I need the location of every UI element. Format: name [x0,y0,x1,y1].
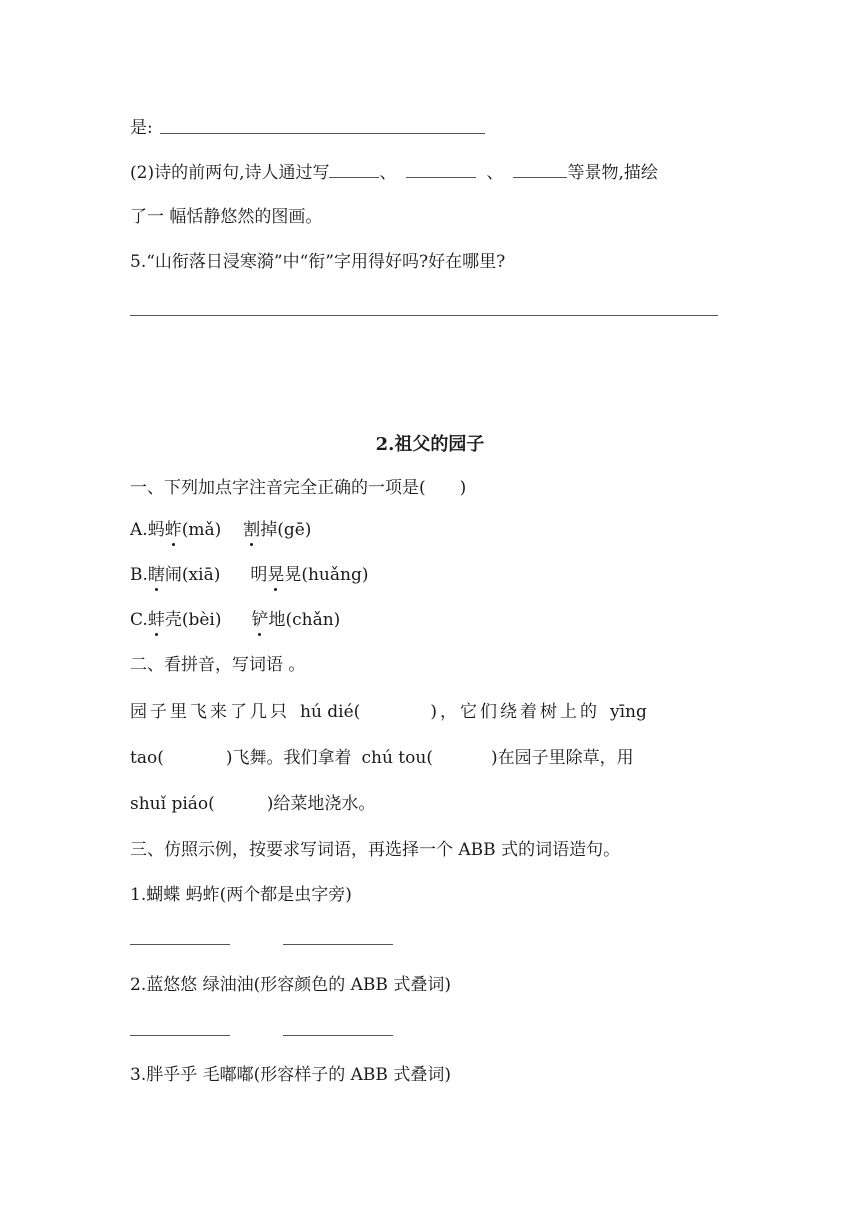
part3-item-2: 2.蓝悠悠 绿油油(形容颜色的 ABB 式叠词) [130,975,451,995]
dotted-char: 割 [243,520,261,540]
lesson-title: 2.祖父的园子 [375,434,485,455]
separator: 、 [486,163,504,183]
word-char: 明 [250,565,268,585]
pinyin: chú tou( [361,748,433,768]
part2-line2 [130,746,634,770]
part3-item-1: 1.蝴蝶 蚂蚱(两个都是虫字旁) [130,885,352,905]
pinyin: hú dié( [300,702,361,722]
option-label: A. [130,520,148,540]
word-char: 掉 [260,520,278,540]
pinyin: shuǐ piáo( [130,794,215,814]
part2-heading: 二、看拼音，写词语 。 [130,655,306,675]
passage-text: )给菜地浇水。 [266,794,376,814]
dotted-char: 蚱 [164,520,182,540]
pinyin: yīng [609,702,647,722]
option-c[interactable] [130,608,340,632]
pinyin: (chǎn) [285,610,341,630]
answer-line-q4 [130,116,153,140]
pinyin: (bèi) [181,610,222,630]
pinyin: tao( [130,748,164,768]
pinyin: (gē) [277,520,312,540]
answer-blank[interactable] [283,944,393,945]
pinyin: (huǎng) [301,565,369,585]
part1-heading: 一、下列加点字注音完全正确的一项是( ) [130,478,467,498]
answer-blank[interactable] [130,315,718,316]
word-char: 晃 [284,565,302,585]
answer-blank[interactable] [130,944,230,945]
pinyin: (xiā) [181,565,221,585]
fill-blank[interactable] [406,163,476,178]
word-char: 蚂 [147,520,165,540]
part2-line3 [130,792,375,816]
question-text: (2)诗的前两句,诗人通过写 [130,163,330,183]
passage-text: )，它们绕着树上的 [430,702,600,722]
pinyin: (mǎ) [181,520,222,540]
dotted-char: 晃 [267,565,285,585]
question-4-2 [130,161,658,185]
fill-blank[interactable] [329,163,379,178]
answer-blank[interactable] [130,1035,230,1036]
answer-blank[interactable] [160,133,485,134]
question-text: 5.“山衔落日浸寒漪”中“衔”字用得好吗?好在哪里? [130,252,506,272]
answer-label: 是: [130,118,153,138]
passage-text: )在园子里除草，用 [490,748,634,768]
dotted-char: 铲 [251,610,269,630]
word-char: 地 [268,610,286,630]
passage-text: 园子里飞来了几只 [130,702,290,722]
part3-heading: 三、仿照示例，按要求写词语，再选择一个 ABB 式的词语造句。 [130,840,621,860]
question-text: 等景物,描绘 [567,163,658,183]
passage-text: )飞舞。我们拿着 [225,748,352,768]
dotted-char: 蚌 [147,610,165,630]
word-char: 闹 [164,565,182,585]
option-a[interactable] [130,518,311,542]
fill-blank[interactable] [513,163,567,178]
question-4-2-cont [130,205,322,229]
option-b[interactable] [130,563,368,587]
dotted-char: 瞎 [147,565,165,585]
option-label: C. [130,610,148,630]
part2-line1 [130,700,647,724]
part3-item-3: 3.胖乎乎 毛嘟嘟(形容样子的 ABB 式叠词) [130,1065,451,1085]
separator: 、 [379,163,397,183]
answer-blank[interactable] [283,1035,393,1036]
option-label: B. [130,565,148,585]
question-5 [130,250,505,274]
question-text: 了一 幅恬静悠然的图画。 [130,207,323,227]
word-char: 壳 [164,610,182,630]
